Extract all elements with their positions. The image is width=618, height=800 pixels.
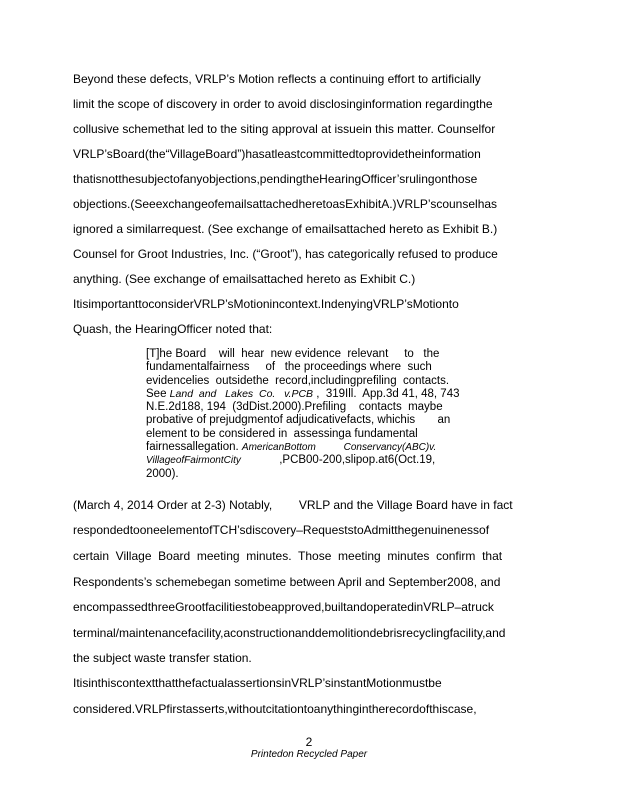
- body-line: respondedtooneelementofTCH’sdiscovery–RequeststoAdmitthegenuinenessof: [73, 523, 490, 537]
- body-line: Respondents’s schemebegan sometime between April and September2008, and: [73, 575, 501, 589]
- body-line: ignored a similarrequest. (See exchange of emailsattached hereto as Exhibit B.): [73, 222, 498, 236]
- body-line: Quash, the HearingOfficer noted that:: [73, 322, 273, 336]
- case-citation: AmericanBottom Conservancy(ABC)v.: [241, 442, 437, 454]
- quote-line: [146, 454, 476, 467]
- quote-text: , 319Ill. App.3d 41, 48, 743: [313, 387, 460, 400]
- quote-line: N.E.2d188, 194 (3dDist.2000).Prefiling contacts maybe: [146, 401, 443, 414]
- body-line: ItisinthiscontextthatthefactualassertionsinVRLP’sinstantMotionmustbe: [73, 676, 442, 690]
- case-citation: VillageofFairmontCity: [146, 455, 241, 467]
- quote-line: element to be considered in assessinga fundamental: [146, 427, 418, 440]
- body-line: limit the scope of discovery in order to avoid disclosinginformation regardingthe: [73, 97, 493, 111]
- quote-line: [T]he Board will hear new evidence relevant to the: [146, 348, 440, 360]
- block-quote: [146, 348, 476, 481]
- case-citation: Land and Lakes Co. v.PCB: [169, 387, 314, 400]
- body-line: terminal/maintenancefacility,aconstructionanddemolitiondebrisrecyclingfacility,and: [73, 626, 506, 640]
- footer-note: Printedon Recycled Paper: [250, 749, 368, 760]
- body-line: VRLP’sBoard(the“VillageBoard”)hasatleastcommittedtoprovidetheinformation: [73, 147, 481, 161]
- body-line: thatisnotthesubjectofanyobjections,pendingtheHearingOfficer’srulingonthose: [73, 172, 478, 186]
- quote-text: See: [146, 387, 170, 400]
- body-line: Beyond these defects, VRLP’s Motion reflects a continuing effort to artificially: [73, 72, 481, 86]
- quote-line: fundamentalfairness of the proceedings where such: [146, 361, 432, 374]
- body-line: (March 4, 2014 Order at 2-3) Notably, VRLP and the Village Board have in fact: [73, 498, 513, 512]
- page-number: 2: [305, 735, 313, 749]
- body-line: Counsel for Groot Industries, Inc. (“Groot”), has categorically refused to produce: [73, 247, 498, 261]
- quote-text: fairnessallegation.: [146, 441, 242, 454]
- body-line: ItisimportanttoconsiderVRLP’sMotionincontext.IndenyingVRLP’sMotionto: [73, 297, 459, 311]
- quote-line: [146, 388, 476, 401]
- body-line: the subject waste transfer station.: [73, 651, 252, 665]
- body-line: certain Village Board meeting minutes. Those meeting minutes confirm that: [73, 549, 503, 563]
- body-line: encompassedthreeGrootfacilitiestobeapproved,builtandoperatedinVRLP–atruck: [73, 600, 494, 614]
- quote-line: probative of prejudgmentof adjudicativefacts, whichis an: [146, 414, 451, 427]
- quote-text: ,PCB00-200,slipop.at6(Oct.19,: [240, 454, 436, 467]
- quote-line: [146, 441, 476, 454]
- body-line: collusive schemethat led to the siting approval at issuein this matter. Counselfor: [73, 122, 496, 136]
- body-line: anything. (See exchange of emailsattached hereto as Exhibit C.): [73, 272, 416, 286]
- body-line: objections.(SeeexchangeofemailsattachedheretoasExhibitA.)VRLP’scounselhas: [73, 197, 498, 211]
- quote-line: 2000).: [146, 467, 179, 480]
- quote-line: evidencelies outsidethe record,includingprefiling contacts.: [146, 374, 450, 387]
- body-line: considered.VRLPfirstasserts,withoutcitationtoanythingintherecordofthiscase,: [73, 702, 477, 716]
